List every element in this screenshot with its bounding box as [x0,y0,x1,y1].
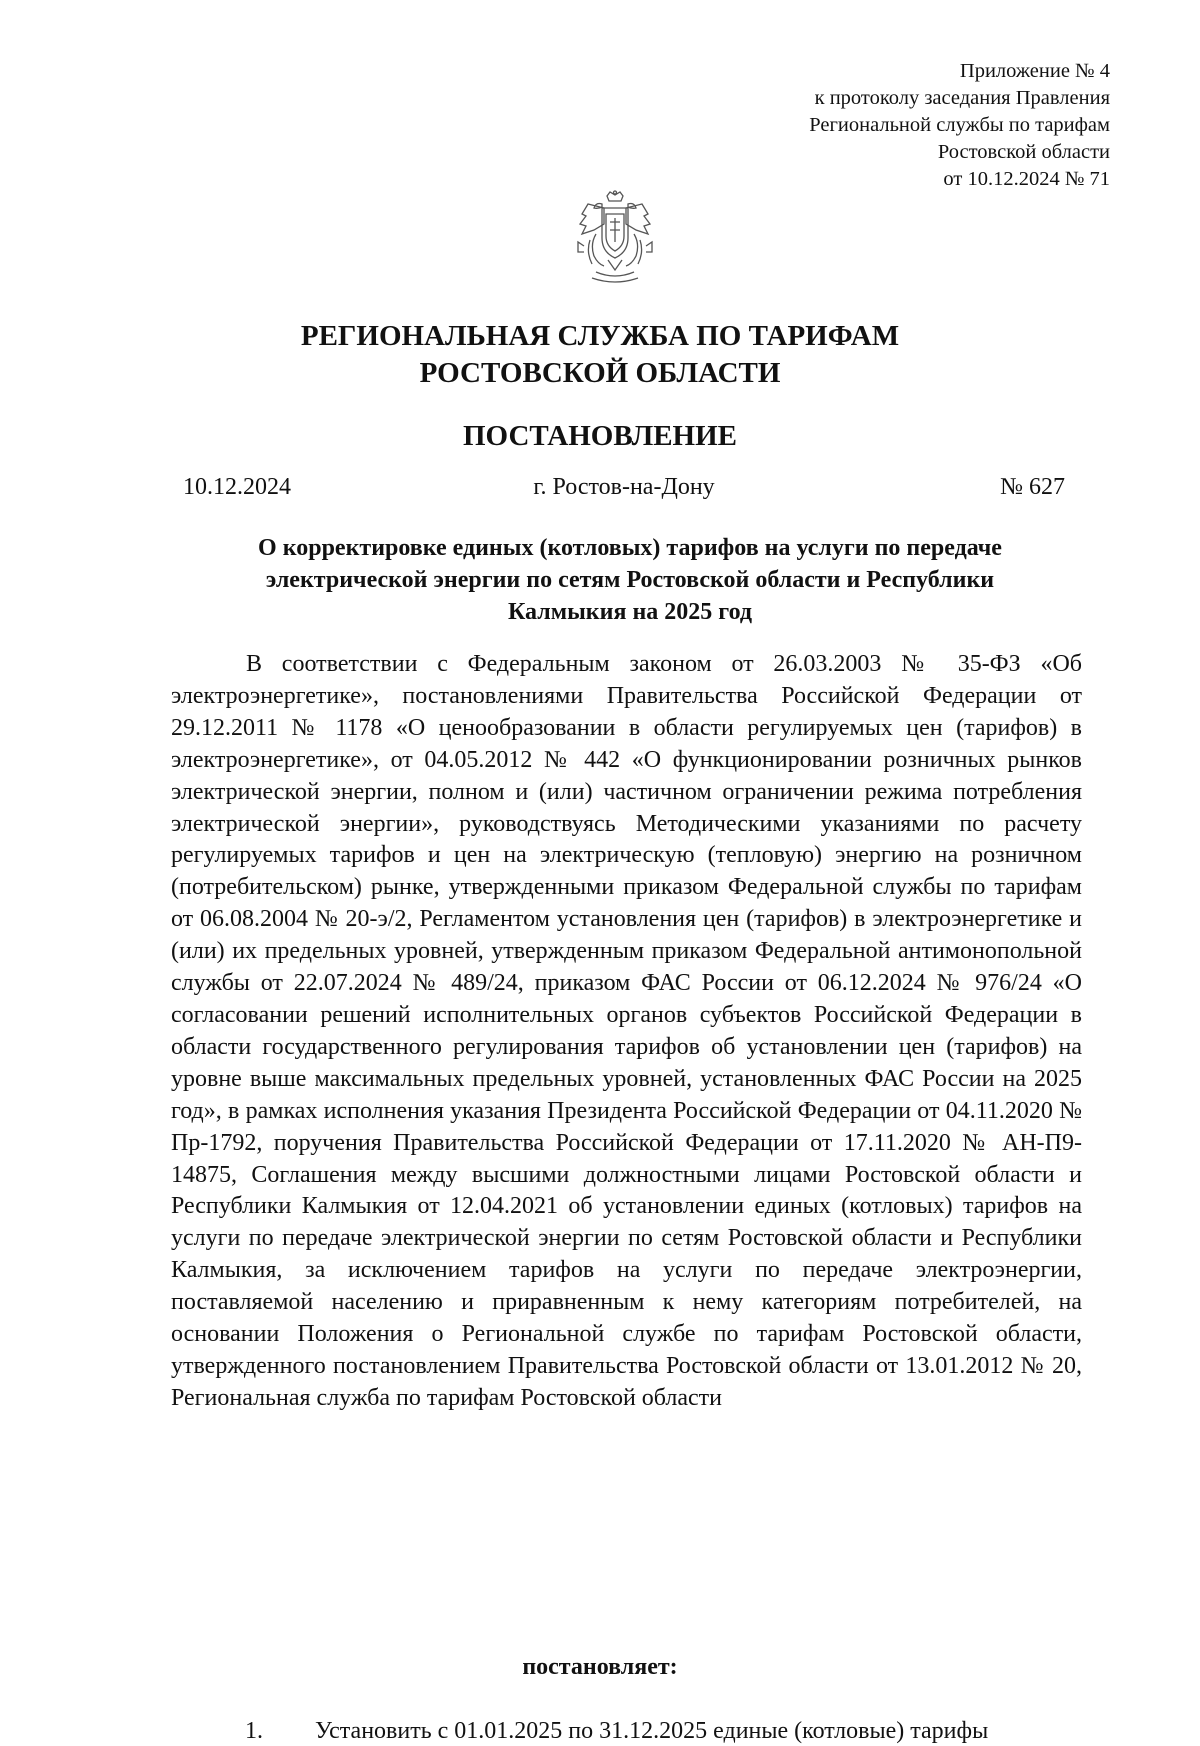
coat-of-arms-icon [574,190,656,286]
subject-line: Калмыкия на 2025 год [507,599,753,625]
document-type-title: ПОСТАНОВЛЕНИЕ [462,420,737,452]
list-item-number: 1. [245,1718,263,1744]
list-item-text: Установить с 01.01.2025 по 31.12.2025 единые (котловые) тарифы [315,1718,989,1744]
document-subject [170,532,1090,628]
document-number: № 627 [1000,474,1065,500]
appendix-block [809,58,1110,193]
resolves-heading: постановляет: [522,1654,678,1680]
list-item [245,1716,988,1746]
preamble-paragraph: В соответствии с Федеральным законом от 26.03.2003 № 35-ФЗ «Об электроэнергетике», постановлениями Правительства Российской Федерации от 29.12.2011 № 1178 «О ценообразовании в области регулируемых цен (тарифов) в электроэнергетике», от 04.05.2012 № 442 «О функционировании розничных рынков электрической энергии, полном и (или) частичном ограничении режима потребления электрической энергии», руководствуясь Методическими указаниями по расчету регулируемых тарифов и цен на электрическую (тепловую) энергию на розничном (потребительском) рынке, утвержденными приказом Федеральной службы по тарифам от 06.08.2004 № 20-э/2, Регламентом установления цен (тарифов) в электроэнергетике и (или) их предельных уровней, утвержденным приказом Федеральной антимонопольной службы от 22.07.2024 № 489/24, приказом ФАС России от 06.12.2024 № 976/24 «О согласовании решений исполнительных органов субъектов Российской Федерации в области государственного регулирования тарифов об установлении цен (тарифов) на уровне выше максимальных предельных уровней, установленных ФАС России на 2025 год», в рамках исполнения указания Президента Российской Федерации от 04.11.2020 № Пр-1792, поручения Правительства Российской Федерации от 17.11.2020 № АН-П9-14875, Соглашения между высшими должностными лицами Ростовской области и Республики Калмыкия от 12.04.2021 об установлении единых (котловых) тарифов на услуги по передаче электрической энергии по сетям Ростовской области и Республики Калмыкия, за исключением тарифов на услуги по передаче электроэнергии, поставляемой населению и приравненным к нему категориям потребителей, на основании Положения о Региональной службе по тарифам Ростовской области, утвержденного постановлением Правительства Ростовской области от 13.01.2012 № 20, Региональная служба по тарифам Ростовской области [171,651,1082,1411]
appendix-line: от 10.12.2024 № 71 [943,168,1110,190]
document-date: 10.12.2024 [183,474,291,500]
organization-title [0,318,1200,392]
appendix-line: Ростовской области [937,141,1110,163]
document-city: г. Ростов-на-Дону [533,474,715,500]
organization-title-line: РОСТОВСКОЙ ОБЛАСТИ [419,357,781,389]
appendix-line: Региональной службы по тарифам [809,114,1110,136]
appendix-line: к протоколу заседания Правления [814,87,1110,109]
subject-line: электрической энергии по сетям Ростовской области и Республики [265,567,995,593]
appendix-line: Приложение № 4 [959,60,1110,82]
document-meta-row [183,472,1065,502]
organization-title-line: РЕГИОНАЛЬНАЯ СЛУЖБА ПО ТАРИФАМ [300,320,900,352]
subject-line: О корректировке единых (котловых) тарифов на услуги по передаче [258,535,1002,561]
